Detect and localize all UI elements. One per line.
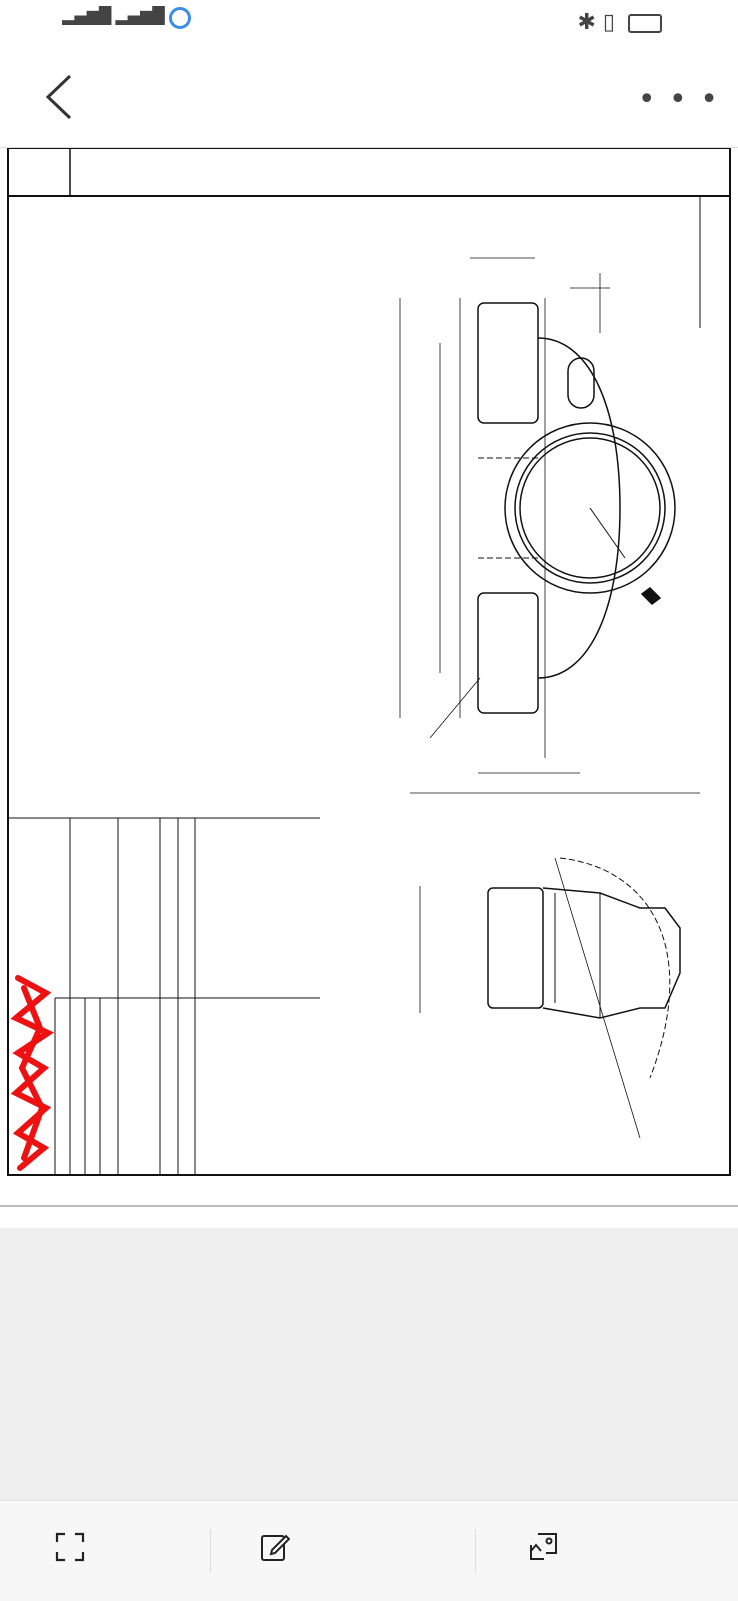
edit-icon xyxy=(260,1532,290,1562)
title-block xyxy=(8,818,320,1175)
engineering-drawing xyxy=(0,148,738,1208)
page-divider xyxy=(0,1205,738,1207)
side-view-drawing xyxy=(420,858,680,1138)
fullscreen-button[interactable] xyxy=(55,1531,93,1571)
fullscreen-icon xyxy=(55,1532,85,1562)
toolbar-separator xyxy=(210,1529,211,1573)
vibrate-icon: ▯ xyxy=(602,10,615,35)
signal-icon: ▂▄▆█ xyxy=(62,6,112,25)
annotate-button[interactable] xyxy=(260,1531,298,1571)
bottom-toolbar xyxy=(0,1500,738,1601)
redaction-mark xyxy=(16,978,48,1168)
sheet-border xyxy=(8,148,730,1175)
status-right xyxy=(577,10,668,35)
bluetooth-icon: ✱ xyxy=(577,10,596,35)
browser-app-icon xyxy=(169,7,191,29)
housing-drawing xyxy=(400,258,700,793)
network-indicators xyxy=(52,6,191,44)
more-dots-icon: • • • xyxy=(637,82,720,117)
viewer-background xyxy=(0,1228,738,1500)
image-convert-icon xyxy=(528,1531,560,1563)
convert-to-image-button[interactable] xyxy=(528,1531,568,1571)
back-button[interactable] xyxy=(40,72,80,122)
battery-icon xyxy=(628,14,662,33)
signal-icon: ▂▄▆█ xyxy=(115,6,165,25)
pdf-viewer[interactable] xyxy=(0,147,738,1208)
title-bar xyxy=(0,52,738,147)
status-bar xyxy=(0,0,738,52)
chevron-left-icon xyxy=(40,72,80,122)
more-menu-button[interactable] xyxy=(638,82,720,117)
toolbar-separator xyxy=(475,1529,476,1573)
